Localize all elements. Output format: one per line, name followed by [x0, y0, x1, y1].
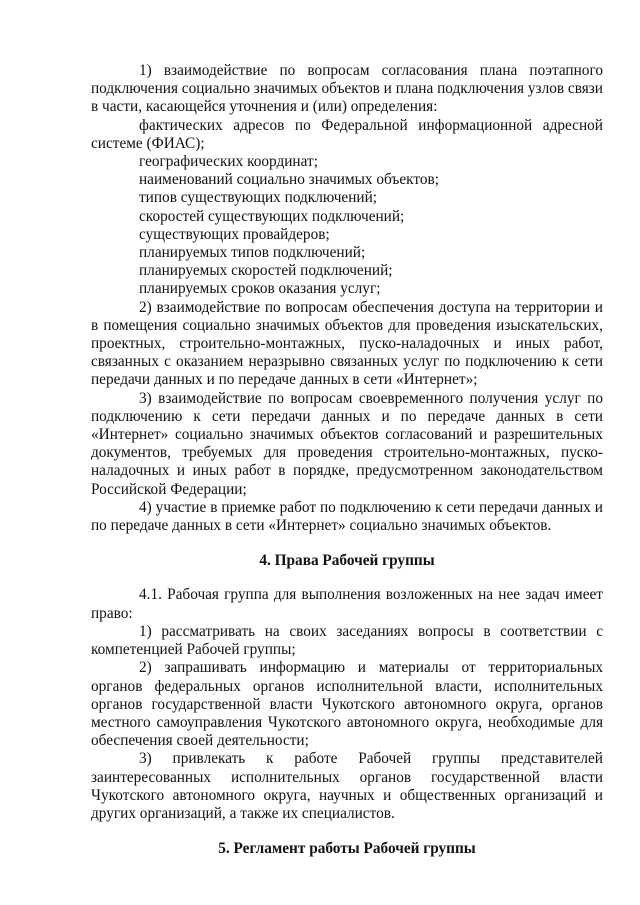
- list-item: типов существующих подключений;: [139, 189, 378, 207]
- list-item: планируемых типов подключений;: [139, 244, 366, 262]
- right-item-2: 2) запрашивать информацию и материалы от территориальных органов федеральных органов исполнительной власти, исполнительных органов государственной власти Чукотского автономного округа, органов местного самоуправления Чукотского автономного округа, необходимые для обеспечения своей деятельности;: [91, 659, 603, 750]
- paragraph-4: 4) участие в приемке работ по подключению к сети передачи данных и по передаче данных в сети «Интернет» социально значимых объектов.: [91, 498, 603, 535]
- list-item: скоростей существующих подключений;: [139, 207, 405, 225]
- paragraph-4-1: 4.1. Рабочая группа для выполнения возложенных на нее задач имеет право:: [91, 586, 603, 622]
- paragraph-3: 3) взаимодействие по вопросам своевременного получения услуг по подключению к сети передачи данных и по передаче данных в сети «Интернет» социально значимых объектов согласований и разрешительных документов, требуемых для проведения строительно-монтажных, пуско-наладочных и иных работ в порядке, предусмотренном законодательством Российской Федерации;: [91, 389, 603, 498]
- list-item: планируемых скоростей подключений;: [139, 262, 393, 280]
- list-item: наименований социально значимых объектов;: [139, 171, 439, 189]
- list-item: географических координат;: [139, 153, 318, 171]
- right-item-3: 3) привлекать к работе Рабочей группы представителей заинтересованных исполнительных органов государственной власти Чукотского автономного округа, научных и общественных организаций и других организаций, а также их специалистов.: [91, 750, 603, 822]
- document-page: [91, 62, 603, 858]
- paragraph-2: 2) взаимодействие по вопросам обеспечения доступа на территории и в помещения социально значимых объектов для проведения изыскательских, проектных, строительно-монтажных, пуско-наладочных и иных работ, связанных с оказанием неразрывно связанных услуг по подключению к сети передачи данных и по передаче данных в сети «Интернет»;: [91, 298, 603, 389]
- section-5-heading: 5. Регламент работы Рабочей группы: [218, 840, 476, 858]
- list-item: планируемых сроков оказания услуг;: [139, 280, 381, 298]
- paragraph-1: 1) взаимодействие по вопросам согласования плана поэтапного подключения социально значимых объектов и плана подключения узлов связи в части, касающейся уточнения и (или) определения:: [91, 62, 603, 116]
- list-item: существующих провайдеров;: [139, 225, 330, 243]
- paragraph-fias: фактических адресов по Федеральной информационной адресной системе (ФИАС);: [91, 116, 603, 152]
- right-item-1: 1) рассматривать на своих заседаниях вопросы в соответствии с компетенцией Рабочей группы;: [91, 622, 603, 659]
- section-4-heading: 4. Права Рабочей группы: [259, 552, 435, 570]
